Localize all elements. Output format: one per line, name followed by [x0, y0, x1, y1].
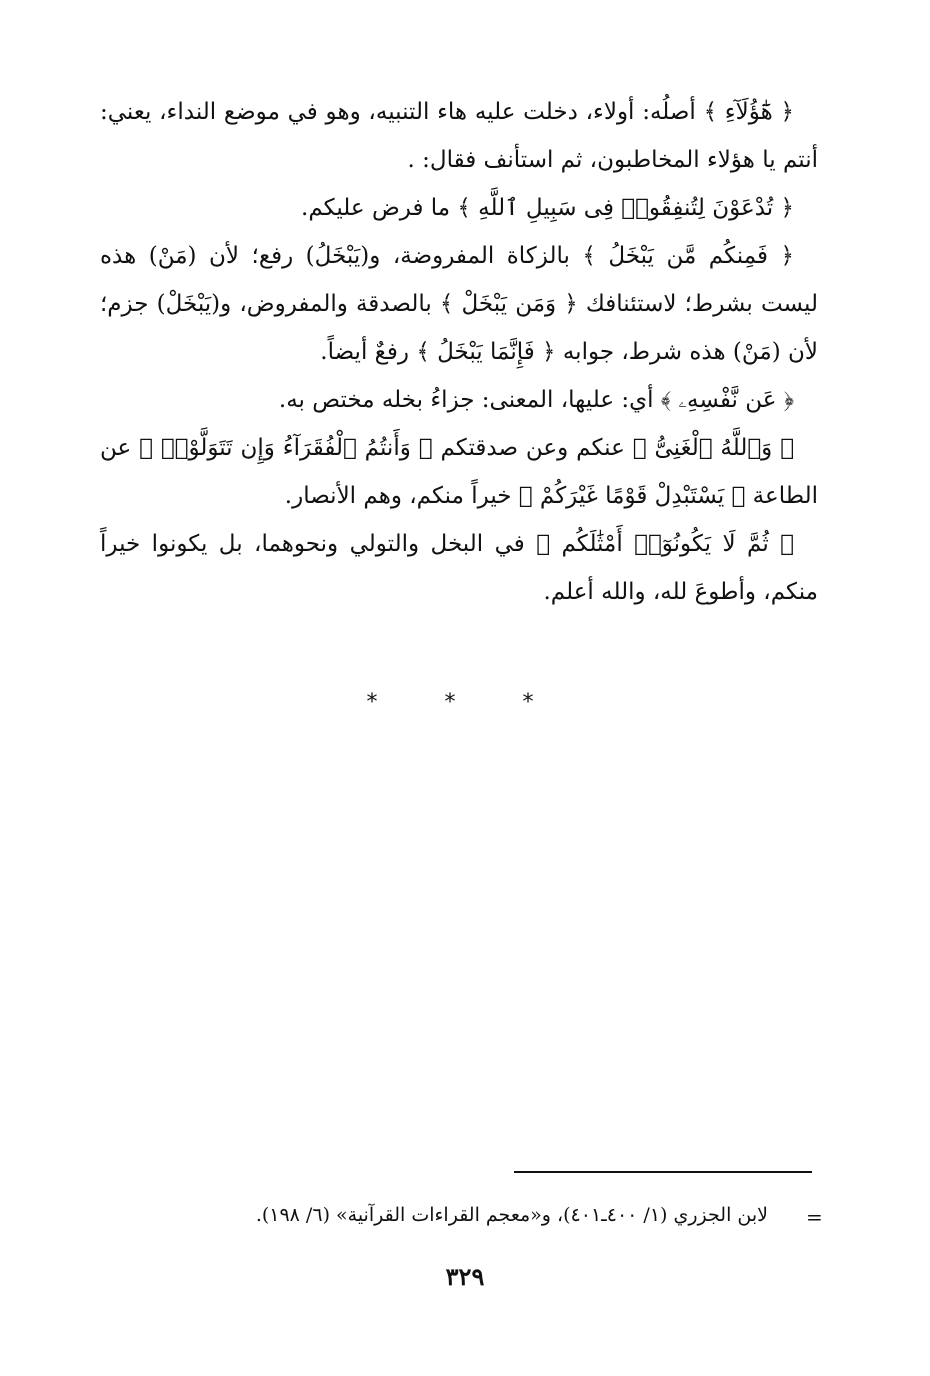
section-separator: * * *: [366, 690, 564, 715]
paragraph-amthalakum: ﴿ ثُمَّ لَا يَكُونُوٓا۟ أَمْثَٰلَكُم ﴾ في البخل والتولي ونحوهما، بل يكونوا خيراً منكم، وأطوعَ لله، والله أعلم.: [100, 531, 818, 605]
main-text: [100, 88, 818, 616]
footnote: لابن الجزري (١/ ٤٠٠ـ٤٠١)، و«معجم القراءات القرآنية» (٦/ ١٩٨).: [255, 1204, 768, 1226]
paragraph-al-ghani: ﴿ وَٱللَّهُ ٱلْغَنِىُّ ﴾ عنكم وعن صدقتكم ﴿ وَأَنتُمُ ٱلْفُقَرَآءُ وَإِن تَتَوَلَّوْا۟ ﴾ عن الطاعة ﴿ يَسْتَبْدِلْ قَوْمًا غَيْرَكُمْ ﴾ خيراً منكم، وهم الأنصار.: [100, 435, 818, 509]
paragraph-haulai: ﴿ هَٰٓؤُلَآءِ ﴾ أصلُه: أولاء، دخلت عليه هاء التنبيه، وهو في موضع النداء، يعني: أنتم يا هؤلاء المخاطبون، ثم استأنف فقال: .: [100, 99, 818, 173]
page-number: ٣٢٩: [445, 1262, 485, 1291]
paragraph-yabkhal: ﴿ فَمِنكُم مَّن يَبْخَلُ ﴾ بالزكاة المفروضة، و(يَبْخَلُ) رفع؛ لأن (مَنْ) هذه ليست بشرط؛ لاستئنافك ﴿ وَمَن يَبْخَلْ ﴾ بالصدقة والمفروض، و(يَبْخَلْ) جزم؛ لأن (مَنْ) هذه شرط، جوابه ﴿ فَإِنَّمَا يَبْخَلُ ﴾ رفعٌ أيضاً.: [100, 243, 818, 365]
footnote-rule: [514, 1171, 812, 1173]
footnote-continuation-mark: =: [806, 1205, 823, 1229]
paragraph-tudawna: ﴿ تُدْعَوْنَ لِتُنفِقُوا۟ فِى سَبِيلِ ٱللَّهِ ﴾ ما فرض عليكم.: [301, 195, 794, 221]
paragraph-an-nafsih: ﴿ عَن نَّفْسِهِۦ ﴾ أي: عليها، المعنى: جزاءُ بخله مختص به.: [278, 387, 794, 413]
